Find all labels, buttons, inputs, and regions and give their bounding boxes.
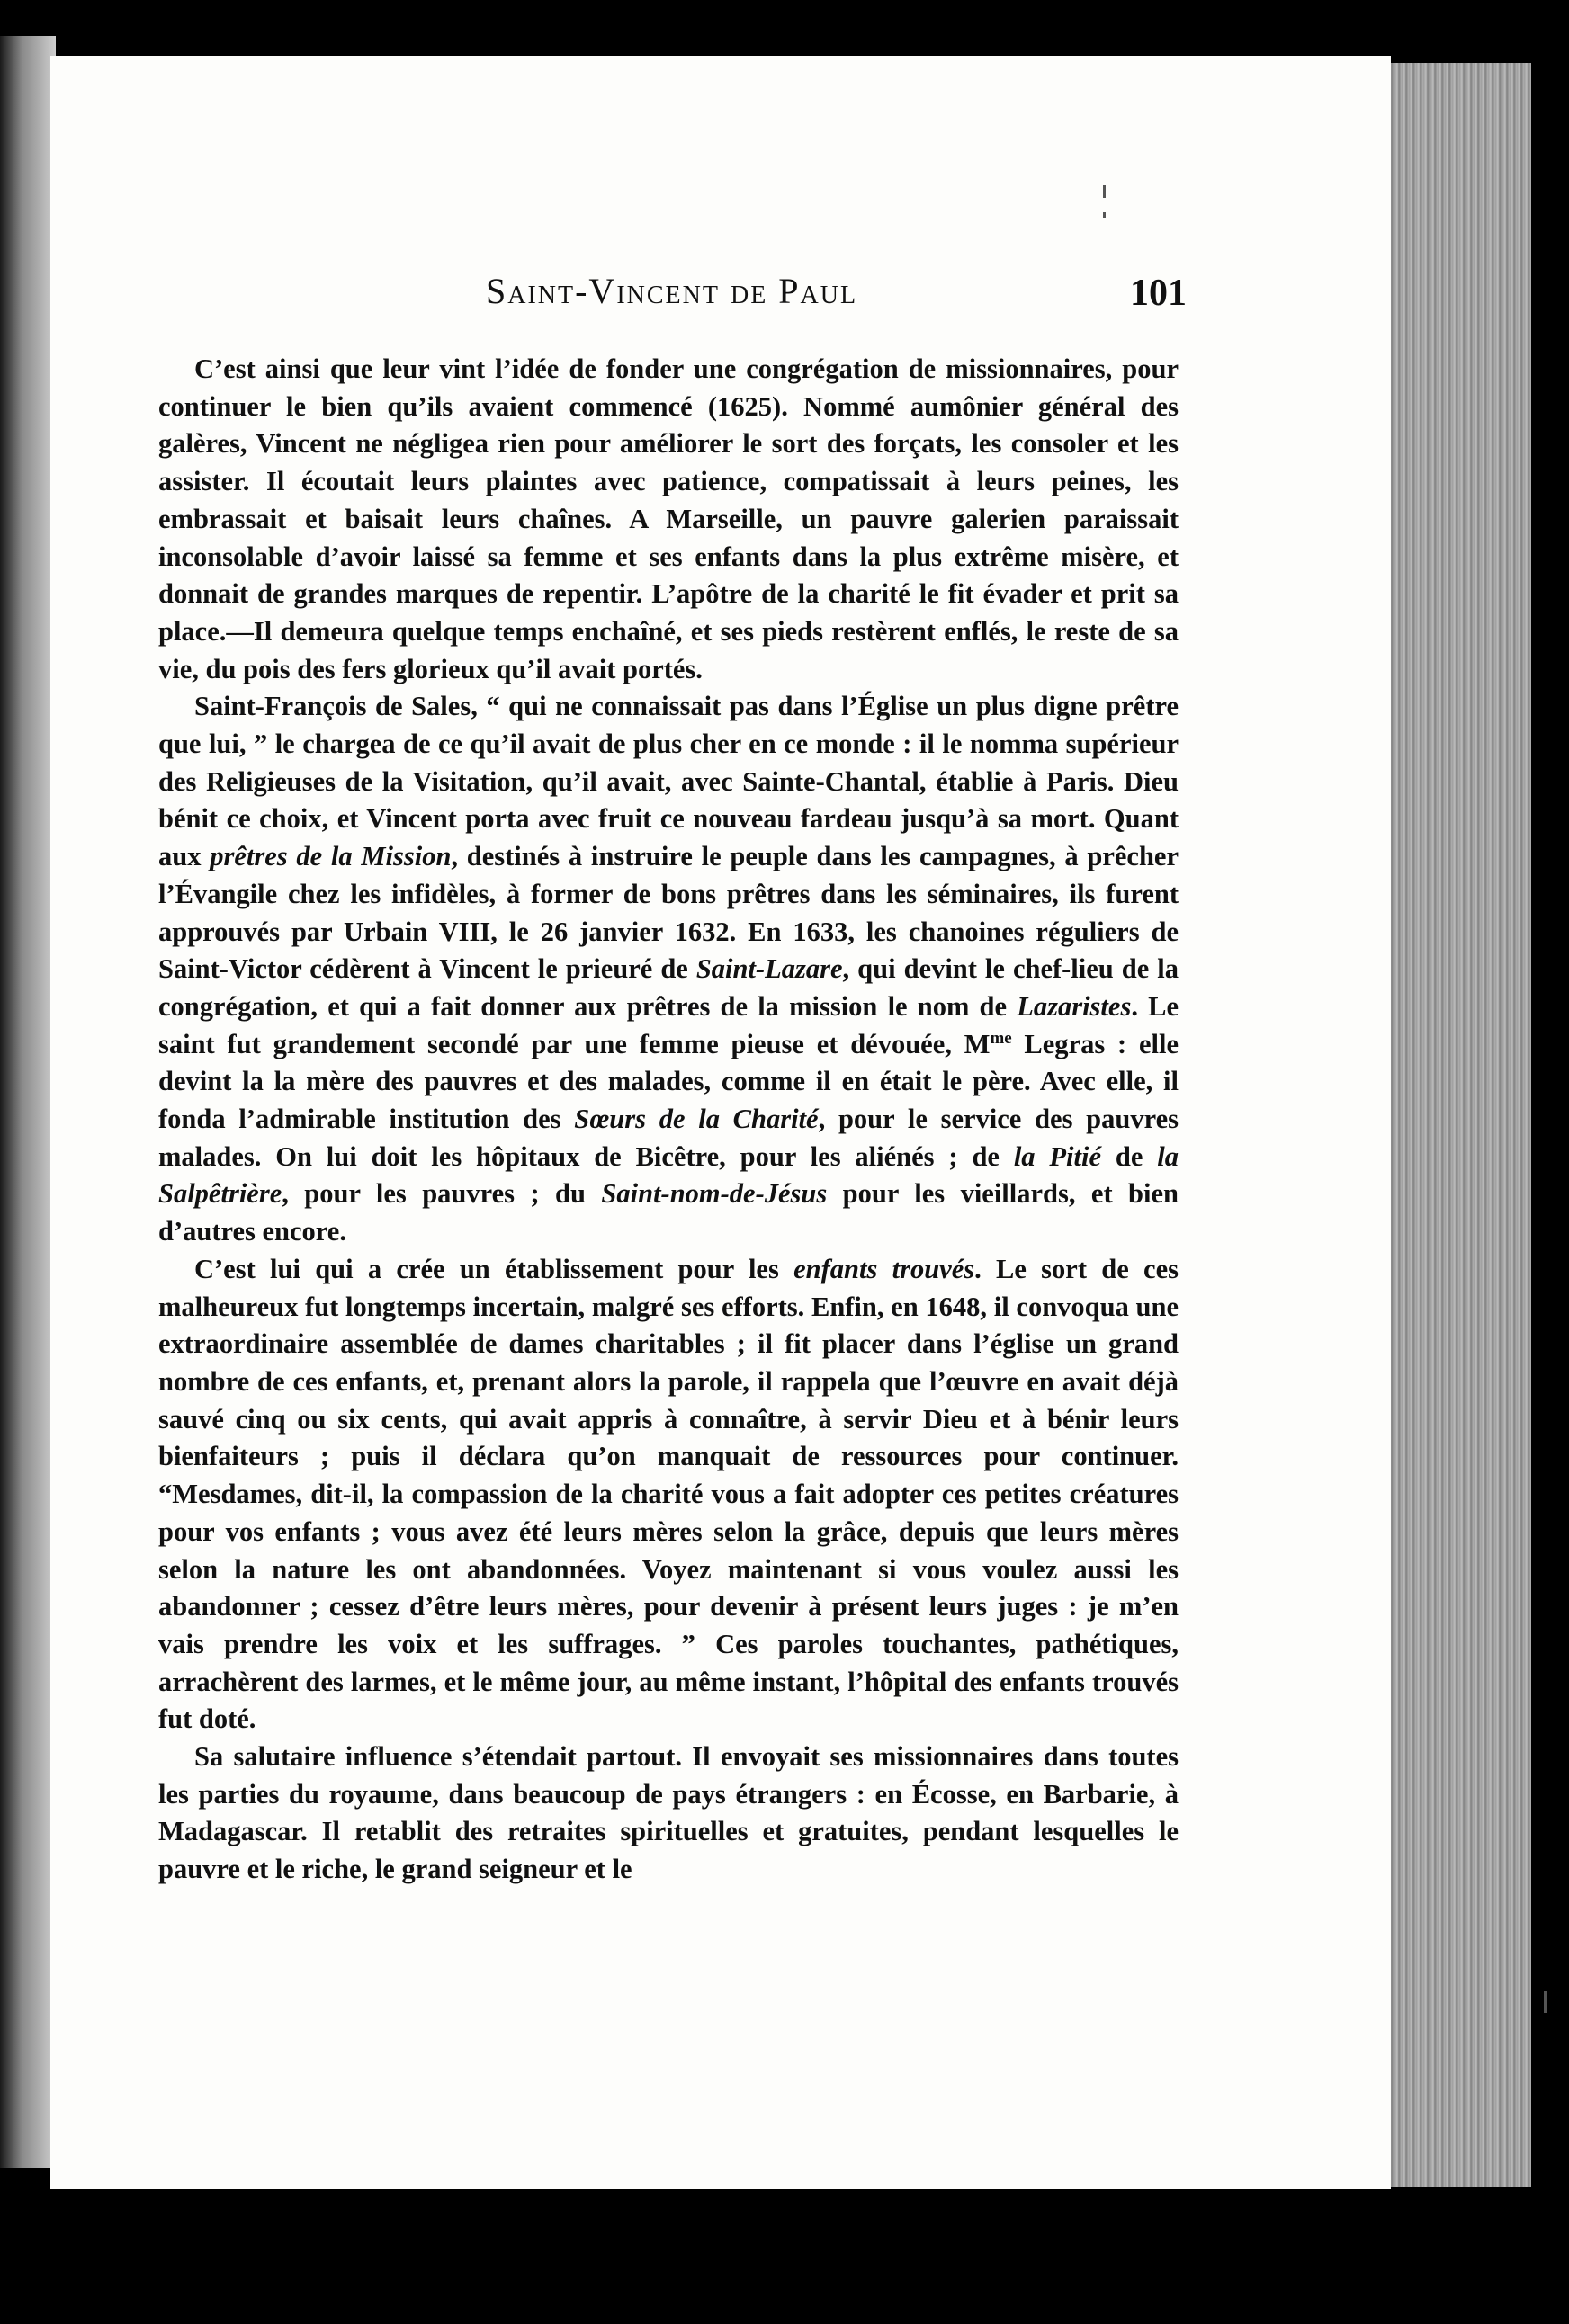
superscript-run: me	[990, 1028, 1012, 1048]
italic-run: Lazaristes	[1017, 990, 1132, 1022]
text-run: , qui devint le chef-lieu de la congrégation, et qui a fait donner aux prêtres de la mission le nom de	[158, 953, 1179, 1022]
scan-speck	[1103, 185, 1106, 198]
book-left-edge	[0, 36, 56, 2168]
text-run: Legras : elle devint la la mère des pauvres et des malades, comme il en était le père. Avec elle, il fonda l’admirable institution des	[158, 1028, 1179, 1135]
text-run: Saint-François de Sales, “ qui ne connaissait pas dans l’Église un plus digne prêtre que lui, ” le chargea de ce qu’il avait de plus cher en ce monde : il le nomma supérieur des Religieuses de la Visitation, qu’il avait, avec Sainte-Chantal, établie à Paris. Dieu bénit ce choix, et Vincent porta avec fruit ce nouveau fardeau jusqu’à sa mort. Quant aux	[158, 691, 1179, 872]
text-run: pour les vieillards, et bien d’autres encore.	[158, 1178, 1179, 1247]
text-run: Sa salutaire influence s’étendait partout. Il envoyait ses missionnaires dans toutes les parties du royaume, dans beaucoup de pays étrangers : en Écosse, en Barbarie, à Madagascar. Il retablit des retraites spirituelles et gratuites, pendant lesquelles le pauvre et le riche, le grand seigneur et le	[158, 1741, 1179, 1885]
page-number: 101	[1130, 273, 1187, 314]
scan-speck	[1544, 1991, 1547, 2013]
text-run: , destinés à instruire le peuple dans les campagnes, à prêcher l’Évangile chez les infidèles, à former de bons prêtres dans les séminaires, ils furent approuvés par Urbain VIII, le 26 janvier 1632. En 1633, les chanoines réguliers de Saint-Victor cédèrent à Vincent le prieuré de	[158, 841, 1179, 985]
text-run: , pour le service des pauvres malades. On lui doit les hôpitaux de Bicêtre, pour les aliénés ; de	[158, 1104, 1179, 1172]
running-head: Saint-Vincent de Paul	[486, 271, 858, 311]
italic-run: enfants trouvés	[793, 1253, 975, 1284]
page-stack-edge	[1385, 63, 1531, 2187]
text-run: . Le sort de ces malheureux fut longtemps incertain, malgré ses efforts. Enfin, en 1648, il convoqua une extraordinaire assemblée de dames charitables ; il fit placer dans l’église un grand nombre de ces enfants, et, prenant alors la parole, il rappela que l’œuvre en avait déjà sauvé cinq ou six cents, qui avait appris à connaître, à servir Dieu et à bénir leurs bienfaiteurs ; puis il déclara qu’on manquait de ressources pour continuer. “Mesdames, dit-il, la compassion de la charité vous a fait adopter ces petites créatures pour vos enfants ; vous avez été leurs mères selon la grâce, depuis que leurs mères selon la nature les ont abandonnées. Voyez maintenant si vous voulez aussi les abandonner ; cessez d’être leurs mères, pour devenir à présent leurs juges : je m’en vais prendre les voix et les suffrages. ” Ces paroles touchantes, pathétiques, arrachèrent des larmes, et le même jour, au même instant, l’hôpital des enfants trouvés fut doté.	[158, 1253, 1179, 1735]
italic-run: la Salpêtrière	[158, 1140, 1179, 1210]
text-run: C’est lui qui a crée un établissement pour les	[194, 1253, 794, 1284]
text-run: de	[1101, 1140, 1158, 1172]
italic-run: prêtres de la Mission	[210, 841, 452, 872]
paragraph	[158, 1739, 1179, 1889]
paragraph	[158, 351, 1179, 688]
paragraph	[158, 1251, 1179, 1739]
scan-speck	[1103, 212, 1106, 218]
italic-run: Sœurs de la Charité	[574, 1104, 819, 1135]
body-text	[158, 351, 1179, 1889]
text-run: , pour les pauvres ; du	[282, 1178, 602, 1210]
text-run: . Le saint fut grandement secondé par une femme pieuse et dévouée, M	[158, 990, 1179, 1059]
italic-run: la Pitié	[1013, 1140, 1102, 1172]
paragraph	[158, 688, 1179, 1251]
italic-run: Saint-nom-de-Jésus	[601, 1178, 828, 1210]
text-run: C’est ainsi que leur vint l’idée de fonder une congrégation de missionnaires, pour continuer le bien qu’ils avaient commencé (1625). Nommé aumônier général des galères, Vincent ne négligea rien pour améliorer le sort des forçats, les consoler et les assister. Il écoutait leurs plaintes avec patience, compatissait à leurs peines, les embrassait et baisait leurs chaînes. A Marseille, un pauvre galerien paraissait inconsolable d’avoir laissé sa femme et ses enfants dans la plus extrême misère, et donnait de grandes marques de repentir. L’apôtre de la charité le fit évader et prit sa place.—Il demeura quelque temps enchaîné, et ses pieds restèrent enflés, le reste de sa vie, du pois des fers glorieux qu’il avait portés.	[158, 353, 1179, 684]
italic-run: Saint-Lazare	[695, 953, 843, 985]
